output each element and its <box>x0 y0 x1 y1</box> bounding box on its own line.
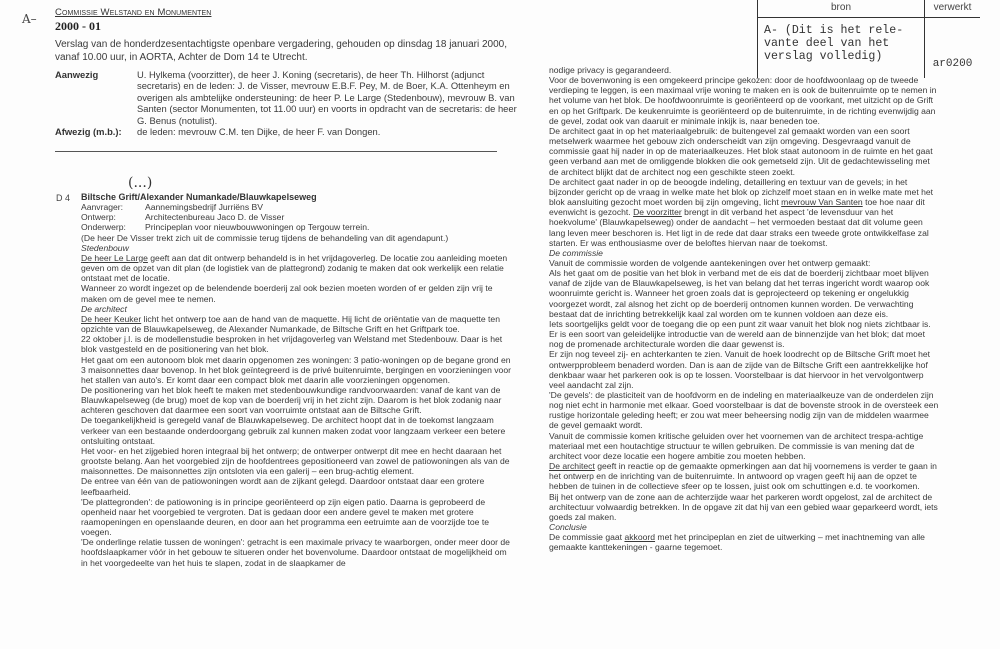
paragraph: De positionering van het blok heeft te maken met stedenbouwkundige randvoorwaarden: vanaf de kant van de Blauwkapelseweg (de brug) moet de kop van de boerderij vrij in het zicht zijn. Daarom is het blok zodanig naar achteren geschoven dat daarmee een soort van voorruimte ontstaat aan de Biltsche Grift. <box>81 384 502 416</box>
paragraph <box>81 314 511 334</box>
field-row <box>81 212 511 222</box>
field-value: Architectenbureau Jaco D. de Visser <box>145 212 285 223</box>
paragraph: Er zijn nog teveel zij- en achterkanten te zien. Vanuit de hoek loodrecht op de Biltsche Grift moet het ontwerpprobleem benaderd worden. Dan is aan de zijde van de Biltsche Grift een aantrekkelijke hof denkbaar waar het parkeren ook is op te lossen. Voorstelbaar is dat hiervoor in het vervolgontwerp veel aandacht zal zijn. <box>549 349 931 390</box>
paragraph: Wanneer zo wordt ingezet op de belendende boerderij zal ook bezien moeten worden of er gelden zijn vrij te maken om de gevel mee te nemen. <box>81 283 493 304</box>
paragraph <box>549 461 939 491</box>
paragraph-text: toe hoe naar dit evenwicht is gezocht. <box>549 197 925 218</box>
field-value: Aannemingsbedrijf Jurriëns BV <box>145 202 263 213</box>
present-label: Aanwezig <box>55 69 99 80</box>
decision-keyword: akkoord <box>624 532 656 543</box>
margin-mark: A– <box>22 12 37 26</box>
header-divider <box>55 151 497 152</box>
paragraph-text: licht het ontwerp toe aan de hand van de maquette. Hij licht de oriëntatie van de maquette ten opzichte van de Blauwkapelseweg, de Alexander Numankade, de Biltsche Grift en het Griftpark toe. <box>81 313 500 335</box>
subheading-stedenbouw: Stedenbouw <box>81 242 129 253</box>
field-key: Onderwerp: <box>81 222 126 233</box>
stamp-col-verwerkt: verwerkt <box>933 2 972 13</box>
paragraph: De toegankelijkheid is geregeld vanaf de Blauwkapelseweg. De architect hoopt dat in de toekomst langzaam verkeer van een bestaande onderdoorgang gebruik zal kunnen maken zodat voor langzaam verkeer een betere ontsluiting ontstaat. <box>81 415 506 446</box>
attendance-present-row <box>55 69 525 126</box>
paragraph: De architect gaat in op het materiaalgebruik: de buitengevel zal gemaakt worden van een soort metselwerk waarmee het gebouw zich onderscheidt van zijn omgeving. Desgevraagd vanuit de commissie gaat hij nader in op de materiaalkeuzes. Het blok staat autonoom in de ruimte en het gaat geen verband aan met de omliggende blokken die ook gemetseld zijn. Uit de gedachtewisseling met de architect blijkt dat de architect nog een geschikte steen zoekt. <box>549 125 933 177</box>
paragraph: Het voor- en het zijgebied horen integraal bij het ontwerp; de ontwerper ontwerpt dit mee en hecht daaraan het grootste belang. Aan het voorgebied zijn de hoofdentrees gepositioneerd van zowel de patiowoningen als van de maisonnettes. De maisonnettes zijn ontsloten via een galerij – een brug-achtig element. <box>81 445 510 477</box>
field-row <box>81 222 511 232</box>
paragraph <box>549 177 939 248</box>
stamp-col-bron: bron <box>758 0 925 17</box>
conclusion-paragraph <box>549 532 939 552</box>
present-text: U. Hylkema (voorzitter), de heer J. Koning (secretaris), de heer Th. Hilhorst (adjunct secretaris) en de leden: J. de Visser, mevrouw E.B.F. Pey, M. de Boer, K.A. Ottenheym en overigen als ambtelijke ondersteuning: de heer P. Le Large (Stedenbouw), mevrouw B. van Santen (sector Monumenten, tot 11.00 uur) en voorts in opdracht van de secretaris: de heer G. Benus (notulist). <box>137 69 517 126</box>
paragraph: Voor de bovenwoning is een omgekeerd principe gekozen: door de hoofdwoonlaag op de tweede verdieping te leggen, is een maximaal vrije woning te maken en is ook de buitenruimte op te nemen in het volume van het blok. De hoofdwoonruimte is georiënteerd op de voorkant, met uitzicht op de Grift en op het Griftpark. De keukenruimte is georiënteerd op de buitenruimte, in de richting evenwijdig aan de gevel, zodat ook van daaruit er minimale inkijk is, naar beneden toe. <box>549 75 937 126</box>
paragraph: Als het gaat om de positie van het blok in verband met de eis dat de boerderij zichtbaar moet blijven vanaf de zijde van de Blauwkapelseweg, is het van belang dat het terras ingericht wordt waarop ook woonruimte gericht is. Wanneer het groen zoals dat is geprojecteerd op tekening er ongelukkig voorgezet wordt, zal alsnog het zicht op de boerderij ontnomen kunnen worden. De verwachting bestaat dat de inrichting betrekkelijk kaal zal worden om te kunnen voldoen aan deze eis. <box>549 268 930 319</box>
stamp-source-note: A- (Dit is het rele-vante deel van het verslag volledig) <box>758 18 925 78</box>
paragraph-text: geeft aan dat dit ontwerp behandeld is in het vrijdagoverleg. De locatie zou aanleiding moeten geven om de opzet van dit plan (de logistiek van de plattegrond) zodanig te maken dat ook werkelijk een relatie ontstaat met de locatie. <box>81 252 508 284</box>
paragraph-text: geeft in reactie op de gemaakte opmerkingen aan dat hij voornemens is verder te gaan in het ontwerp en de inrichting van de buitenruimte. In antwoord op vragen geeft hij aan de opzet te hebben de tuinen in de collectieve sfeer op te lossen, juist ook om schuttingen e.d. te voorkomen. <box>549 461 937 492</box>
attendance-absent-row <box>55 126 525 137</box>
paragraph: 'De plattegronden': de patiowoning is in principe georiënteerd op zijn eigen patio. Daarna is geprobeerd de openheid naar het voorgebied te vergroten. Dat is gedaan door een andere gevel te maken met grotere raamopeningen en openslaande deuren, en door aan het programma een eetruimte aan de voorzijde toe te voegen. <box>81 496 490 538</box>
paragraph-text: De architect gaat nader in op de beoogde indeling, detaillering en textuur van de gevels; in het bijzonder gericht op de vraag in welke mate het blok op zichzelf moet staan en in welke mate met het blok aansluiting gezocht moet worden bij zijn omgeving, licht <box>549 176 934 208</box>
speaker-name: De voorzitter <box>633 207 682 218</box>
paragraph: Het gaat om een autonoom blok met daarin opgenomen zes woningen: 3 patio-woningen op de begane grond en 3 maisonnettes daar bovenop. In het blok geïntegreerd is de privé buitenruimte, bergingen en voorzieningen voor het stallen van auto's. Er komt daar een compact blok met daarin alle voorzieningen opgenomen. <box>81 354 511 385</box>
subheading-commissie: De commissie <box>549 247 603 258</box>
speaker-name: De heer Keuker <box>81 313 142 324</box>
field-value: Principeplan voor nieuwbouwwoningen op Tergouw terrein. <box>145 222 370 233</box>
paragraph-text: met het principeplan en ziet de uitwerking – met inachtneming van alle gemaakte kanttekeningen - gaarne tegemoet. <box>549 532 925 553</box>
paragraph: Vanuit de commissie worden de volgende aantekeningen over het ontwerp gemaakt: <box>549 257 871 268</box>
organization-name: Commissie Welstand en Monumenten <box>55 7 212 18</box>
paragraph: 'De gevels': de plasticiteit van de hoofdvorm en de indeling en materiaalkeuze van de onderdelen zijn nog niet echt in harmonie met elkaar. Goed voorstelbaar is dat de bovenste strook in de oversteek een rustige horizontale geleding heeft; er zou wat meer beheersing nodig zijn van de middelen waarmee de gevel gemaakt wordt. <box>549 390 939 431</box>
speaker-name: mevrouw Van Santen <box>781 197 863 208</box>
paragraph: nodige privacy is gegarandeerd. <box>549 65 672 75</box>
speaker-name: De heer Le Large <box>81 252 148 263</box>
paragraph-text: brengt in dit verband het aspect 'de levensduur van het hoekvolume' (Blauwkapelseweg) onder de aandacht – het vermoeden bestaat dat dit volume geen lang leven meer beschoren is. Het ligt in de rede dat daar straks een tweede grote ontwikkelfase zal starten. Er was enthousiasme over de beloftes hiervan naar de toekomst. <box>549 207 929 248</box>
paragraph: Vanuit de commissie komen kritische geluiden over het voornemen van de architect trespa-achtige materiaal met een houtachtige structuur te willen gebruiken. De commissie is van mening dat de architect voor deze locatie een hogere ambitie zou moeten hebben. <box>549 430 924 461</box>
stamp-processed-code: ar0200 <box>932 58 973 70</box>
paragraph: 'De onderlinge relatie tussen de woningen': getracht is een maximale privacy te waarborgen, onder meer door de hoofdslaapkamer vóór in het gebouw te situeren onder het bovenvolume. Daardoor ontstaat de mogelijkheid om in het voorgedeelte van het huis te slapen, zodat in de slaapkamer de <box>81 537 510 568</box>
subheading-conclusie: Conclusie <box>549 522 587 533</box>
attendance-block <box>55 69 525 137</box>
stamp-header <box>758 0 980 18</box>
field-key: Aanvrager: <box>81 202 124 213</box>
agenda-item <box>81 192 511 568</box>
field-key: Ontwerp: <box>81 212 116 223</box>
meeting-number: 2000 - 01 <box>55 19 101 33</box>
field-row <box>81 202 511 212</box>
paragraph: 22 oktober j.l. is de modellenstudie besproken in het vrijdagoverleg van Welstand met Stedenbouw. Daar is het blok vastgesteld en de positionering van het blok. <box>81 334 503 355</box>
meeting-intro: Verslag van de honderdzesentachtigste openbare vergadering, gehouden op dinsdag 18 januari 2000, vanaf 10.00 uur, in AORTA, Achter de Dom 14 te Utrecht. <box>55 39 508 63</box>
right-column <box>549 65 939 553</box>
subheading-architect: De architect <box>81 303 127 314</box>
absent-label: Afwezig (m.b.): <box>55 126 122 138</box>
speaker-name: De architect <box>549 461 595 472</box>
paragraph: Bij het ontwerp van de zone aan de achterzijde waar het parkeren wordt opgelost, zal de architect de architectuur volwaardig betrekken. In de opgave zit dat hij van een gebied waar geparkeerd wordt, iets goeds zal maken. <box>549 491 938 522</box>
paragraph: De entree van één van de patiowoningen wordt aan de zijkant gelegd. Daardoor ontstaat daar een grotere leefbaarheid. <box>81 476 485 497</box>
recusal-note: (De heer De Visser trekt zich uit de commissie terug tijdens de behandeling van dit agendapunt.) <box>81 232 449 243</box>
paragraph-text: De commissie gaat <box>549 532 625 543</box>
agenda-item-title: Biltsche Grift/Alexander Numankade/Blauwkapelseweg <box>81 192 317 202</box>
absent-text: de leden: mevrouw C.M. ten Dijke, de heer F. van Dongen. <box>137 126 381 138</box>
agenda-item-code: D 4 <box>56 193 71 203</box>
paragraph: Iets soortgelijks geldt voor de toegang die op een punt zit waar vanuit het blok nog niets zichtbaar is. Er is een soort van geleidelijke introductie van de wereld aan de binnenzijde van het blok; dat moet nog de promenade architecturale worden die daar gewenst is. <box>549 318 931 350</box>
paragraph <box>81 253 511 283</box>
omission-mark: (...) <box>128 175 153 191</box>
